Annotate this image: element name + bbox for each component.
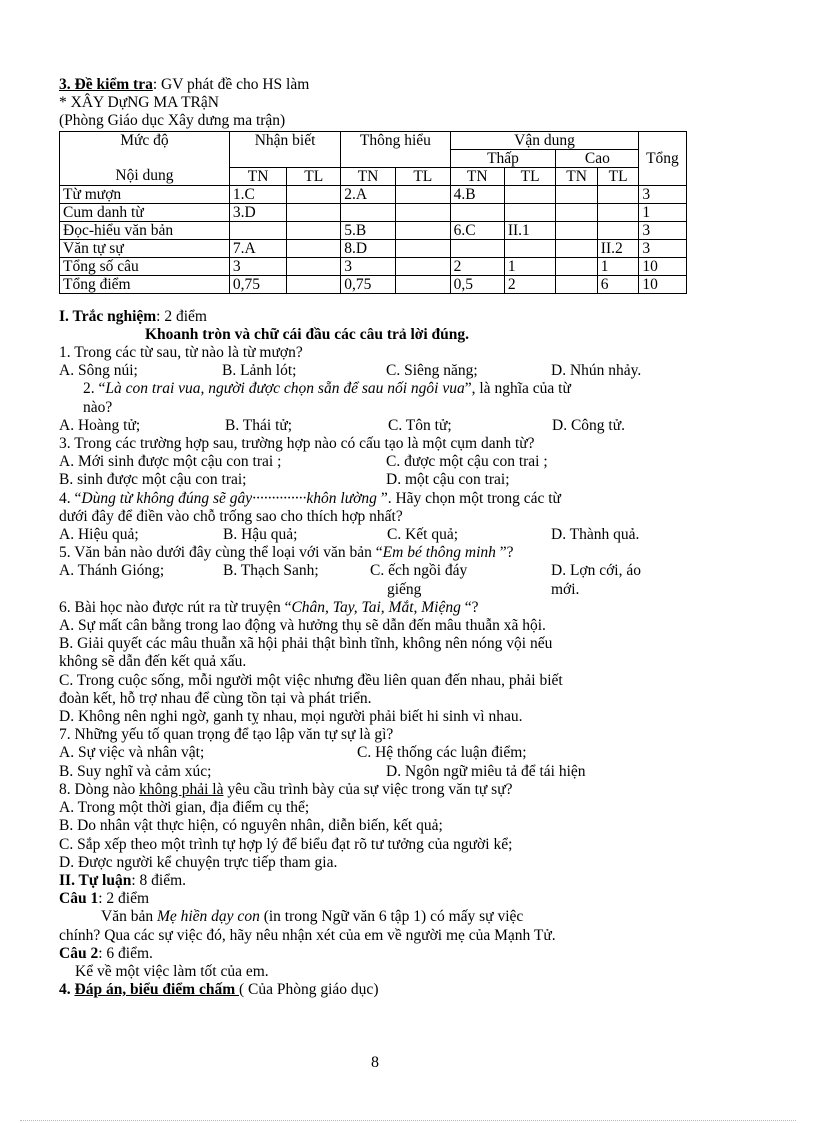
row-label: Tổng số câu [60, 257, 230, 275]
question-5-quote: Em bé thông minh [382, 544, 496, 562]
table-row [60, 257, 746, 275]
option-c: C. ếch ngồi đáy [370, 562, 468, 580]
table-cell: II.2 [597, 239, 639, 257]
spacer [59, 581, 387, 599]
header-nhan-biet: Nhận biết [229, 131, 340, 167]
row-label: Đọc-hiểu văn bản [60, 221, 230, 239]
header-tn: TN [450, 167, 504, 185]
question-3-options-2 [59, 471, 699, 489]
question-5 [59, 544, 699, 562]
table-cell: 1 [504, 257, 555, 275]
table-cell: 1.C [229, 185, 286, 203]
cau-1-body-2: chính? Qua các sự việc đó, hãy nêu nhận xét của em về người mẹ của Mạnh Tử. [59, 926, 556, 944]
section-3-label: 3. Đề kiểm tra [59, 76, 153, 93]
question-8-pre: 8. Dòng nào [59, 780, 140, 798]
question-6-num: 6. Bài học nào được rút ra từ truyện “ [59, 598, 292, 616]
question-8 [59, 781, 699, 799]
question-1-options [59, 362, 699, 380]
option-a: A. Sự mất cân bằng trong lao động và hưởng thụ sẽ dẫn đến mâu thuẫn xã hội. [59, 617, 546, 635]
option-d: D. Thành quả. [551, 526, 640, 544]
option-a: A. Trong một thời gian, địa điểm cụ thể; [59, 799, 310, 817]
part-1-line [59, 308, 699, 326]
row-label: Văn tự sự [60, 239, 230, 257]
question-5-num: 5. Văn bản nào dưới đây cùng thể loại với văn bản “ [59, 544, 383, 562]
question-4-num: 4. “ [59, 489, 82, 507]
question-2 [59, 380, 699, 398]
table-cell [341, 203, 396, 221]
question-8-post: yêu cầu trình bày của sự việc trong văn tự sự? [223, 780, 513, 798]
table-cell [597, 221, 639, 239]
option-b: B. Thạch Sanh; [223, 562, 319, 580]
header-noi-dung: Nội dung [60, 167, 230, 185]
table-cell [556, 185, 597, 203]
section-4-line [59, 981, 699, 999]
section-3-line [59, 76, 699, 94]
option-d: D. Ngôn ngữ miêu tả để tái hiện [386, 762, 586, 780]
cau-1-line [59, 890, 699, 908]
part-2-text: : 8 điểm. [131, 871, 187, 889]
table-cell [556, 257, 597, 275]
page-footer-divider [20, 1120, 796, 1121]
table-cell: 5.B [341, 221, 396, 239]
cau-2-line [59, 945, 699, 963]
header-cao: Cao [556, 149, 639, 167]
option-c: C. Trong cuộc sống, mỗi người một việc nhưng đều liên quan đến nhau, phải biết [59, 671, 563, 689]
option-c-wrap: giếng [387, 580, 422, 598]
table-cell: 7.A [229, 239, 286, 257]
table-cell [556, 239, 597, 257]
table-cell [287, 239, 341, 257]
option-b: B. Do nhân vật thực hiện, có nguyên nhân, diễn biến, kết quả; [59, 817, 443, 835]
cau-1-text: : 2 điểm [98, 890, 150, 908]
part-2-line [59, 872, 699, 890]
table-cell: 3.D [229, 203, 286, 221]
question-5-options-wrap [59, 581, 699, 599]
table-cell [287, 203, 341, 221]
question-4-line-2: dưới đây để điền vào chỗ trống sao cho thích hợp nhất? [59, 507, 403, 525]
question-8-underlined: không phải là [139, 780, 224, 798]
table-cell: 2 [504, 275, 555, 293]
section-4-text: ( Của Phòng giáo dục) [239, 981, 379, 999]
instruction: Khoanh tròn và chữ cái đầu các câu trả lời đúng. [145, 325, 470, 343]
cau-1-body-title: Mẹ hiền dạy con [156, 908, 260, 926]
option-b: B. Lảnh lót; [222, 362, 297, 380]
table-cell: 3 [639, 221, 686, 239]
table-cell [395, 203, 450, 221]
question-2-options [59, 417, 699, 435]
table-cell: 10 [639, 257, 686, 275]
header-tl: TL [395, 167, 450, 185]
cau-1-body-post: (in trong Ngữ văn 6 tập 1) có mấy sự việc [259, 908, 524, 926]
option-d: D. Được người kể chuyện trực tiếp tham gia. [59, 853, 338, 871]
question-4 [59, 490, 699, 508]
table-cell: 2 [450, 257, 504, 275]
question-4-quote: Dùng từ không đúng sẽ gây··············khôn lường [81, 489, 377, 507]
cau-1-body [59, 908, 699, 926]
option-c: C. Kết quả; [387, 526, 459, 544]
table-cell [450, 203, 504, 221]
question-6 [59, 599, 699, 617]
table-cell: 0,75 [229, 275, 286, 293]
question-4-options [59, 526, 699, 544]
table-cell: 3 [229, 257, 286, 275]
option-c: C. Sắp xếp theo một trình tự hợp lý để biểu đạt rõ tư tưởng của người kể; [59, 835, 513, 853]
question-2-line-2: nào? [83, 398, 113, 416]
option-b: B. Thái tử; [225, 416, 293, 434]
question-2-rest: ”, là nghĩa của từ [464, 380, 571, 398]
section-4-label: Đáp án, biểu điểm chấm [74, 981, 239, 999]
part-1-label: I. Trắc nghiệm [59, 307, 157, 325]
option-c: C. được một cậu con trai ; [386, 453, 548, 471]
header-tl: TL [504, 167, 555, 185]
header-tn: TN [341, 167, 396, 185]
table-cell [395, 185, 450, 203]
cau-1-label: Câu 1 [59, 890, 99, 908]
option-a: A. Hoàng tử; [59, 416, 141, 434]
row-label: Tổng điểm [60, 275, 230, 293]
table-cell [504, 239, 555, 257]
table-cell: 1 [639, 203, 686, 221]
question-4-rest: ”. Hãy chọn một trong các từ [376, 489, 561, 507]
table-cell [395, 221, 450, 239]
option-b: B. Suy nghĩ và cảm xúc; [59, 762, 212, 780]
question-3: 3. Trong các trường hợp sau, trường hợp nào có cấu tạo là một cụm danh từ? [59, 435, 535, 453]
matrix-note: (Phòng Giáo dục Xây dưng ma trận) [59, 112, 286, 130]
section-4-num: 4. [59, 981, 75, 999]
table-cell: 6.C [450, 221, 504, 239]
question-2-num: 2. “ [83, 380, 106, 398]
part-2-label: II. Tự luận [59, 871, 132, 889]
table-cell [287, 221, 341, 239]
table-cell: 4.B [450, 185, 504, 203]
header-thap: Thấp [450, 149, 556, 167]
table-cell: 6 [597, 275, 639, 293]
table-cell [556, 203, 597, 221]
cau-2-label: Câu 2 [59, 944, 99, 962]
table-row [60, 203, 746, 221]
cau-2-body: Kể về một việc làm tốt của em. [75, 962, 269, 980]
question-5-rest: ”? [495, 544, 514, 562]
table-cell [287, 257, 341, 275]
header-tl: TL [597, 167, 639, 185]
option-d: D. Nhún nhảy. [551, 362, 642, 380]
option-c: C. Tôn tử; [388, 416, 452, 434]
matrix-heading: * XÂY DựNG MA TRậN [59, 94, 219, 112]
question-3-options-1 [59, 453, 699, 471]
table-cell [395, 275, 450, 293]
table-cell: 0,75 [341, 275, 396, 293]
table-cell: 1 [597, 257, 639, 275]
question-7-options-1 [59, 744, 699, 762]
table-cell [450, 239, 504, 257]
header-van-dung: Vận dung [450, 131, 639, 149]
table-cell: 3 [639, 185, 686, 203]
row-label: Cum danh từ [60, 203, 230, 221]
table-cell: 3 [639, 239, 686, 257]
option-c: C. Hệ thống các luận điểm; [357, 744, 527, 762]
option-b: B. Hậu quả; [223, 526, 298, 544]
header-tong: Tổng [639, 131, 686, 185]
table-cell: 2.A [341, 185, 396, 203]
question-5-options [59, 562, 699, 580]
cau-2-text: : 6 điểm. [98, 944, 153, 962]
table-cell [287, 275, 341, 293]
row-label: Từ mượn [60, 185, 230, 203]
table-row [60, 275, 746, 293]
document-page [59, 76, 699, 999]
option-d: D. Lợn cới, áo [551, 562, 641, 580]
table-cell [229, 221, 286, 239]
option-d: D. Không nên nghi ngờ, ganh tỵ nhau, mọi người phải biết hi sinh vì nhau. [59, 708, 523, 726]
option-c-cont: đoàn kết, hỗ trợ nhau để cùng tồn tại và phát triển. [59, 689, 372, 707]
question-7-options-2 [59, 763, 699, 781]
table-cell [597, 203, 639, 221]
table-cell [504, 203, 555, 221]
header-tl: TL [287, 167, 341, 185]
question-2-quote: Là con trai vua, người được chọn sẵn để sau nối ngôi vua [105, 380, 465, 398]
table-cell [287, 185, 341, 203]
option-a: A. Sông núi; [59, 362, 138, 380]
page-number: 8 [371, 1054, 379, 1071]
table-cell [556, 275, 597, 293]
option-c: C. Siêng năng; [386, 362, 478, 380]
table-cell: 3 [341, 257, 396, 275]
table-row [60, 239, 746, 257]
table-cell [504, 185, 555, 203]
table-cell [597, 185, 639, 203]
option-a: A. Thánh Gióng; [59, 562, 165, 580]
table-row [60, 185, 746, 203]
table-cell: 8.D [341, 239, 396, 257]
option-b: B. sinh được một cậu con trai; [59, 471, 247, 489]
option-b-cont: không sẽ dẫn đến kết quả xấu. [59, 653, 247, 671]
table-cell [395, 239, 450, 257]
option-a: A. Hiệu quả; [59, 526, 139, 544]
cau-1-body-pre: Văn bản [101, 908, 157, 926]
table-row [60, 221, 746, 239]
question-1: 1. Trong các từ sau, từ nào là từ mượn? [59, 344, 303, 362]
part-1-text: : 2 điểm [156, 307, 207, 325]
table-cell: 10 [639, 275, 686, 293]
table-cell [556, 221, 597, 239]
header-tn: TN [229, 167, 286, 185]
header-spacer [60, 149, 230, 167]
table-cell: 0,5 [450, 275, 504, 293]
question-6-quote: Chân, Tay, Tai, Mắt, Miệng [291, 598, 461, 616]
question-6-rest: “? [460, 598, 479, 616]
matrix-table [59, 131, 746, 294]
header-thong-hieu: Thông hiểu [341, 131, 450, 167]
option-d-wrap: mới. [551, 580, 580, 598]
option-d: D. Công tử. [552, 416, 625, 434]
section-3-text: : GV phát đề cho HS làm [152, 76, 310, 93]
question-7: 7. Những yếu tố quan trọng để tạo lập văn tự sự là gì? [59, 726, 394, 744]
option-a: A. Sự việc và nhân vật; [59, 744, 205, 762]
option-a: A. Mới sinh được một cậu con trai ; [59, 453, 282, 471]
table-cell: II.1 [504, 221, 555, 239]
matrix-body [60, 185, 746, 293]
option-b: B. Giải quyết các mâu thuẫn xã hội phải thật bình tĩnh, không nên nóng vội nếu [59, 635, 553, 653]
table-cell [395, 257, 450, 275]
header-tn: TN [556, 167, 597, 185]
option-d: D. một cậu con trai; [386, 471, 510, 489]
header-muc-do: Mức độ [60, 131, 230, 149]
